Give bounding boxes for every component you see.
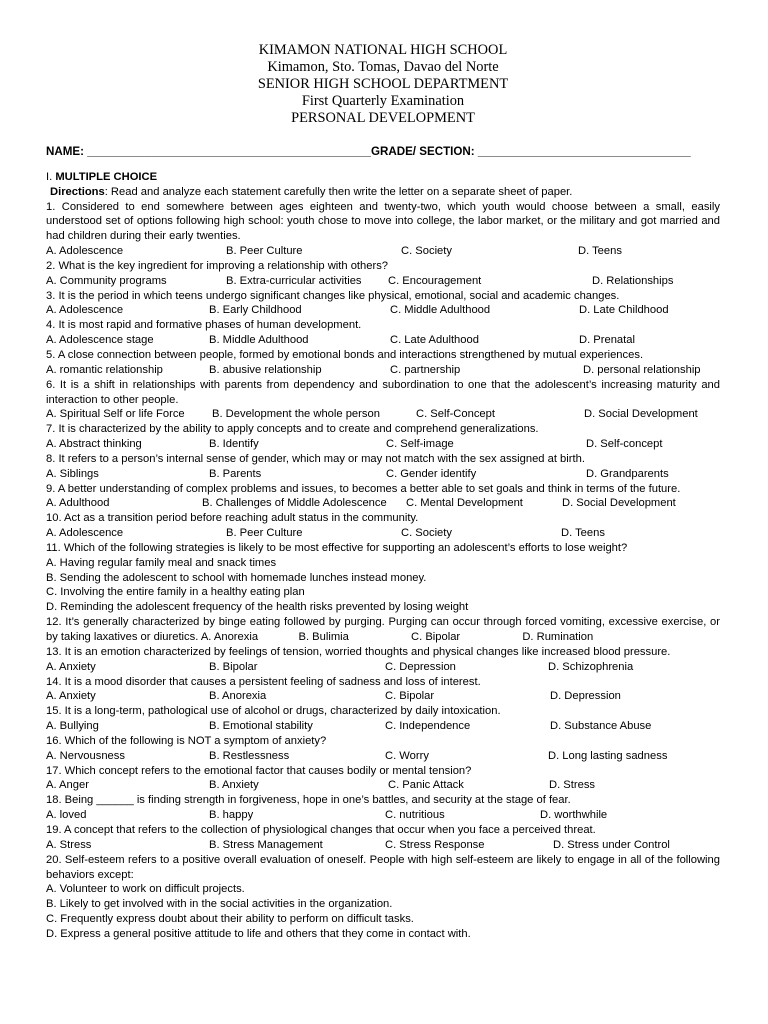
option-d[interactable]: D. Depression: [550, 690, 621, 703]
option-a[interactable]: A. Anxiety: [46, 690, 96, 703]
option-d[interactable]: D. Express a general positive attitude to life and others that they come in contact with.: [46, 927, 471, 940]
option-d[interactable]: D. Substance Abuse: [550, 720, 652, 733]
option-d[interactable]: D. Social Development: [584, 408, 698, 421]
question-15: 15. It is a long-term, pathological use of alcohol or drugs, characterized by daily intoxication.: [46, 705, 501, 718]
option-b[interactable]: B. Anorexia: [209, 690, 267, 703]
option-b[interactable]: B. Emotional stability: [209, 720, 313, 733]
options-row: [46, 467, 720, 482]
option-c[interactable]: C. Self-Concept: [416, 408, 495, 421]
options-row: [46, 838, 720, 853]
section-heading: [46, 170, 720, 185]
options-row: [46, 333, 720, 348]
question-10: 10. Act as a transition period before reaching adult status in the community.: [46, 512, 419, 525]
option-c[interactable]: C. Frequently express doubt about their ability to perform on difficult tasks.: [46, 913, 414, 926]
option-d[interactable]: D. Stress under Control: [553, 838, 670, 851]
question-20: 20. Self-esteem refers to a positive overall evaluation of oneself. People with high self-esteem are likely to engage in all of the following behaviors except:: [46, 853, 720, 881]
option-a[interactable]: A. Spiritual Self or life Force: [46, 408, 185, 421]
options-row: [46, 363, 720, 378]
option-b[interactable]: B. happy: [209, 809, 254, 822]
directions: [46, 185, 720, 200]
options-row: [46, 660, 720, 675]
question-2: 2. What is the key ingredient for improving a relationship with others?: [46, 259, 389, 272]
option-a[interactable]: A. Community programs: [46, 274, 167, 287]
option-c[interactable]: C. Involving the entire family in a healthy eating plan: [46, 586, 305, 599]
question-list: [46, 200, 720, 942]
option-a[interactable]: A. Anorexia: [200, 631, 259, 643]
exam-title: First Quarterly Examination: [301, 93, 465, 109]
option-b[interactable]: B. Anxiety: [209, 779, 259, 792]
option-d[interactable]: D. Social Development: [562, 497, 676, 510]
options-row: [46, 437, 720, 452]
options-row: [46, 303, 720, 318]
name-grade-line: [46, 145, 720, 160]
options-row: [46, 689, 720, 704]
question-8: 8. It refers to a person’s internal sense of gender, which may or may not match with the sex assigned at birth.: [46, 452, 585, 465]
option-d[interactable]: D. personal relationship: [583, 363, 701, 376]
option-c[interactable]: C. Late Adulthood: [390, 334, 479, 347]
options-row: [46, 808, 720, 823]
question-9: 9. A better understanding of complex problems and issues, to becomes a better able to set goals and think in terms of the future.: [46, 482, 681, 495]
school-name: KIMAMON NATIONAL HIGH SCHOOL: [258, 42, 508, 58]
option-c[interactable]: C. Encouragement: [388, 274, 482, 287]
option-b[interactable]: B. Extra-curricular activities: [226, 274, 362, 287]
options-row: [46, 749, 720, 764]
option-c[interactable]: C. Independence: [385, 720, 471, 733]
option-d[interactable]: D. Rumination: [522, 631, 594, 643]
option-a[interactable]: A. Volunteer to work on difficult projects.: [46, 883, 245, 896]
directions-text: : Read and analyze each statement carefully then write the letter on a separate sheet of paper.: [104, 185, 573, 198]
question-17: 17. Which concept refers to the emotional factor that causes bodily or mental tension?: [46, 764, 472, 777]
option-c[interactable]: C. Society: [401, 245, 452, 258]
option-a[interactable]: A. Bullying: [46, 720, 99, 733]
grade-section-field[interactable]: GRADE/ SECTION: _________________________________: [370, 145, 691, 158]
question-6: 6. It is a shift in relationships with parents from dependency and subordination to one that the adolescent’s increasing maturity and interaction to other people.: [46, 378, 720, 406]
option-b[interactable]: B. Stress Management: [209, 838, 323, 851]
question-4: 4. It is most rapid and formative phases of human development.: [46, 319, 362, 332]
option-d[interactable]: D. worthwhile: [540, 809, 608, 822]
options-row: [46, 526, 720, 541]
option-d[interactable]: D. Relationships: [592, 274, 674, 287]
option-c[interactable]: C. Mental Development: [406, 497, 523, 510]
subject-title: PERSONAL DEVELOPMENT: [291, 110, 475, 126]
option-b[interactable]: B. Restlessness: [209, 749, 290, 762]
question-12: [46, 615, 720, 645]
option-a[interactable]: A. romantic relationship: [46, 363, 163, 376]
question-text: 12. It’s generally characterized by binge eating followed by purging. Purging can occur through forced vomiting, excessive exercise, or by taking laxatives or diuretics.: [46, 616, 720, 643]
option-b[interactable]: B. Parents: [209, 467, 262, 480]
options-row: [46, 778, 720, 793]
option-a[interactable]: A. Adolescence: [46, 304, 124, 317]
option-a[interactable]: A. Abstract thinking: [46, 438, 142, 451]
option-d[interactable]: D. Prenatal: [579, 334, 635, 347]
option-b[interactable]: B. Likely to get involved with in the social activities in the organization.: [46, 898, 393, 911]
question-7: 7. It is characterized by the ability to apply concepts and to create and comprehend generalizations.: [46, 423, 539, 436]
option-b[interactable]: B. Bipolar: [209, 660, 258, 673]
options-row: [46, 719, 720, 734]
option-b[interactable]: B. Sending the adolescent to school with homemade lunches instead money.: [46, 571, 427, 584]
question-3: 3. It is the period in which teens undergo significant changes like physical, emotional, social and academic changes.: [46, 289, 620, 302]
option-a[interactable]: A. Siblings: [46, 467, 99, 480]
options-row: [46, 496, 720, 511]
options-row: [46, 244, 720, 259]
option-c[interactable]: C. Depression: [385, 660, 456, 673]
option-d[interactable]: D. Long lasting sadness: [548, 749, 668, 762]
question-14: 14. It is a mood disorder that causes a persistent feeling of sadness and loss of interest.: [46, 675, 481, 688]
option-b[interactable]: B. Challenges of Middle Adolescence: [202, 497, 387, 510]
options-row: [46, 274, 720, 289]
option-d[interactable]: D. Schizophrenia: [548, 660, 634, 673]
option-b[interactable]: B. Peer Culture: [226, 245, 303, 258]
option-b[interactable]: B. Middle Adulthood: [209, 334, 309, 347]
name-field[interactable]: NAME: ____________________________________________: [46, 145, 371, 158]
option-a[interactable]: A. Adolescence: [46, 527, 124, 540]
question-16: 16. Which of the following is NOT a symptom of anxiety?: [46, 734, 327, 747]
option-a[interactable]: A. Anger: [46, 779, 89, 792]
option-d[interactable]: D. Stress: [549, 779, 596, 792]
option-b[interactable]: B. Peer Culture: [226, 527, 303, 540]
option-c[interactable]: C. Worry: [385, 749, 429, 762]
option-c[interactable]: C. Panic Attack: [388, 779, 464, 792]
option-c[interactable]: C. Bipolar: [411, 631, 461, 643]
option-a[interactable]: A. Adolescence: [46, 245, 124, 258]
question-5: 5. A close connection between people, formed by emotional bonds and interactions strengthened by mutual experiences.: [46, 348, 644, 361]
question-1: 1. Considered to end somewhere between ages eighteen and twenty-two, which youth would choose between a small, easily understood set of options following high school: youth chose to move into college, the labor market, or the military and got married and had children during their early twenties.: [46, 200, 720, 243]
option-b[interactable]: B. Development the whole person: [212, 408, 380, 421]
question-18: 18. Being ______ is finding strength in forgiveness, hope in one’s battles, and security at the stage of fear.: [46, 794, 571, 807]
option-d[interactable]: D. Grandparents: [586, 467, 669, 480]
option-c[interactable]: C. Bipolar: [385, 690, 435, 703]
option-b[interactable]: B. abusive relationship: [209, 363, 322, 376]
section-title: MULTIPLE CHOICE: [55, 170, 158, 183]
option-c[interactable]: C. Self-image: [386, 438, 454, 451]
option-b[interactable]: B. Early Childhood: [209, 304, 302, 317]
option-a[interactable]: A. Nervousness: [46, 749, 125, 762]
department-name: SENIOR HIGH SCHOOL DEPARTMENT: [257, 76, 509, 92]
option-d[interactable]: D. Teens: [561, 527, 605, 540]
option-c[interactable]: C. Society: [401, 527, 452, 540]
options-row: [46, 407, 720, 422]
option-b[interactable]: B. Identify: [209, 438, 259, 451]
option-a[interactable]: A. Anxiety: [46, 660, 96, 673]
option-c[interactable]: C. Middle Adulthood: [390, 304, 491, 317]
directions-label: Directions: [50, 185, 105, 198]
option-c[interactable]: C. nutritious: [385, 809, 445, 822]
option-b[interactable]: B. Bulimia: [298, 631, 349, 643]
exam-header: [46, 42, 720, 127]
option-a[interactable]: A. Adolescence stage: [46, 334, 154, 347]
option-c[interactable]: C. Stress Response: [385, 838, 485, 851]
school-address: Kimamon, Sto. Tomas, Davao del Norte: [267, 59, 499, 75]
question-11: 11. Which of the following strategies is likely to be most effective for supporting an adolescent’s efforts to lose weight?: [46, 541, 628, 554]
question-13: 13. It is an emotion characterized by feelings of tension, worried thoughts and physical changes like increased blood pressure.: [46, 645, 671, 658]
option-a[interactable]: A. loved: [46, 809, 87, 822]
option-a[interactable]: A. Stress: [46, 838, 92, 851]
option-d[interactable]: D. Self-concept: [586, 438, 663, 451]
option-d[interactable]: D. Reminding the adolescent frequency of the health risks prevented by losing weight: [46, 601, 469, 614]
option-c[interactable]: C. Gender identify: [386, 467, 477, 480]
section-number: I.: [46, 170, 56, 183]
option-d[interactable]: D. Teens: [578, 245, 622, 258]
option-a[interactable]: A. Adulthood: [46, 497, 110, 510]
option-a[interactable]: A. Having regular family meal and snack times: [46, 556, 277, 569]
option-c[interactable]: C. partnership: [390, 363, 461, 376]
question-19: 19. A concept that refers to the collection of physiological changes that occur when you face a perceived threat.: [46, 823, 596, 836]
option-d[interactable]: D. Late Childhood: [579, 304, 669, 317]
